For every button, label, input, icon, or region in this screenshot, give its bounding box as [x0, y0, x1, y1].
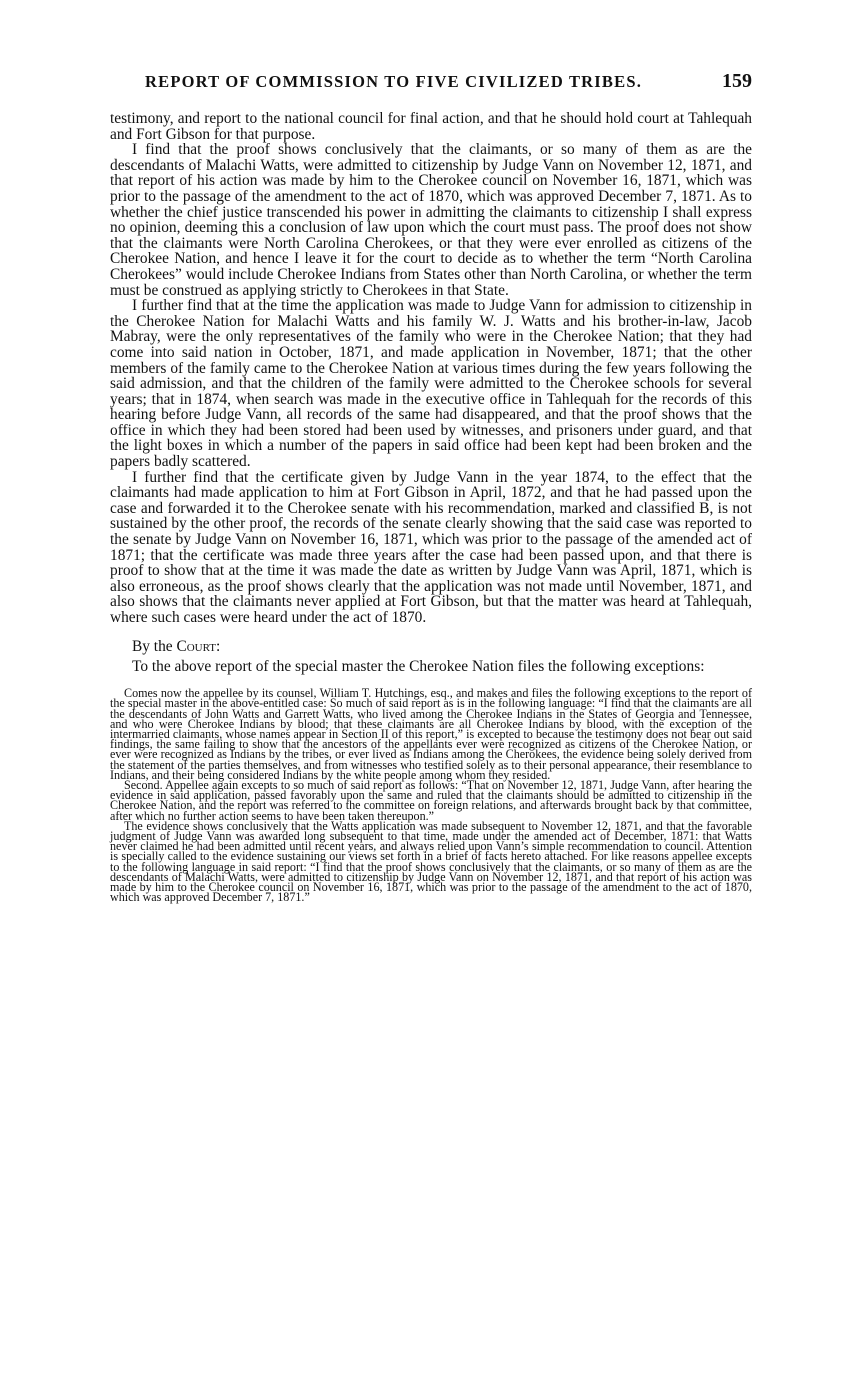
exception-paragraph: Second. Appellee again excepts to so much of said report as follows: “That on November 12, 1871, Judge Vann, after hearing the evidence in said application, passed favorably upon the same and ruled that the claimants should be admitted to citizenship in the Cherokee Nation, and the report was referred to the committee on foreign relations, and afterwards brought back by that committee, after which no further action seems to have been taken thereupon.”	[110, 778, 752, 823]
running-title: REPORT OF COMMISSION TO FIVE CIVILIZED TRIBES.	[145, 72, 643, 91]
by-the-court	[132, 638, 752, 655]
exceptions-intro: To the above report of the special master the Cherokee Nation files the following exceptions:	[132, 657, 705, 675]
exception-paragraph: Comes now the appellee by its counsel, William T. Hutchings, esq., and makes and files the following exceptions to the report of the special master in the above-entitled case: So much of said report as is in the following language: “I find that the claimants are all the descendants of John Watts and Garrett Watts, who lived among the Cherokee Indians in the States of Georgia and Tennessee, and who were Cherokee Indians by blood; that these claimants are all Cherokee Indians by blood, with the exception of the intermarried claimants, whose names appear in Section II of this report,” is excepted to because the testimony does not bear out said findings, the same failing to show that the ancestors of the appellants ever were recognized as citizens of the Cherokee Nation, or ever were recognized as Indians by the tribes, or ever lived as Indians among the Cherokees, the evidence being solely derived from the statement of the parties themselves, and from witnesses who testified solely as to their personal appearance, their resemblance to Indians, and their being considered Indians by the white people among whom they resided.	[110, 686, 752, 782]
paragraph: I find that the proof shows conclusively that the claimants, or so many of them as are the descendants of Malachi Watts, were admitted to citizenship by Judge Vann on November 12, 1871, and that report of his action was made by him to the Cherokee council on November 16, 1871, which was prior to the passage of the amendment to the act of 1870, which was approved December 7, 1871. As to whether the chief justice transcended his power in admitting the claimants to citizenship I shall express no opinion, deeming this a conclusion of law upon which the court must pass. The proof does not show that the claimants were North Carolina Cherokees, or that they were ever enrolled as citizens of the Cherokee Nation, and hence I leave it for the court to decide as to whether the term “North Carolina Cherokees” would include Cherokee Indians from States other than North Carolina, or whether the term must be construed as applying strictly to Cherokees in that State.	[110, 141, 752, 299]
page-number: 159	[722, 70, 752, 92]
paragraph: I further find that the certificate given by Judge Vann in the year 1874, to the effect that the claimants had made application to him at Fort Gibson in April, 1872, and that he had passed upon the case and forwarded it to the Cherokee senate with his recommendation, marked and classified B, is not sustained by the other proof, the records of the senate clearly showing that the said case was reported to the senate by Judge Vann on November 16, 1871, which was prior to the passage of the amended act of 1871; that the certificate was made three years after the case had been passed upon, and that there is proof to show that at the time it was made the date as written by Judge Vann was April, 1871, which is also erroneous, as the proof shows clearly that the application was not made until November, 1871, and also shows that the claimants never applied at Fort Gibson, but that the matter was heard at Tahlequah, where such cases were heard under the act of 1870.	[110, 468, 752, 626]
report-body	[110, 111, 752, 626]
document-page	[110, 70, 752, 905]
by-court-prefix: By the	[132, 637, 177, 655]
exceptions-body	[110, 686, 752, 905]
paragraph: testimony, and report to the national council for final action, and that he should hold court at Tahlequah and Fort Gibson for that purpose.	[110, 110, 752, 143]
paragraph: I further find that at the time the application was made to Judge Vann for admission to citizenship in the Cherokee Nation for Malachi Watts and his family W. J. Watts and his brother-in-law, Jacob Mabray, were the only representatives of the family who were in the Cherokee Nation; that they had come into said nation in October, 1871, and made application in November, 1871; that the other members of the family came to the Cherokee Nation at various times during the few years following the said admission, and that the children of the family were admitted to the Cherokee schools for several years; that in 1874, when search was made in the executive office in Tahlequah for the records of this hearing before Judge Vann, all records of the same had disappeared, and that the proof shows that the office in which they had been stored had been used by witnesses, and prisoners under guard, and that the light boxes in which a number of the papers in said office had been kept had been broken and the papers badly scattered.	[110, 297, 752, 471]
by-court-label: Court:	[176, 637, 221, 655]
page-header	[110, 70, 752, 93]
exception-paragraph: The evidence shows conclusively that the Watts application was made subsequent to November 12, 1871, and that the favorable judgment of Judge Vann was awarded long subsequent to that time, made under the amended act of December, 1871: that Watts never claimed he had been admitted until recent years, and always relied upon Vann’s simple recommendation to council. Attention is specially called to the evidence sustaining our views set forth in a brief of facts hereto attached. For like reasons appellee excepts to the following language in said report: “I find that the proof shows conclusively that the claimants, or so many of them as are the descendants of Malachi Watts, were admitted to citizenship by Judge Vann on November 12, 1871, and that report of his action was made by him to the Cherokee council on November 16, 1871, which was prior to the passage of the amendment to the act of 1870, which was approved December 7, 1871.”	[110, 818, 752, 905]
exceptions-intro-block	[110, 659, 752, 675]
